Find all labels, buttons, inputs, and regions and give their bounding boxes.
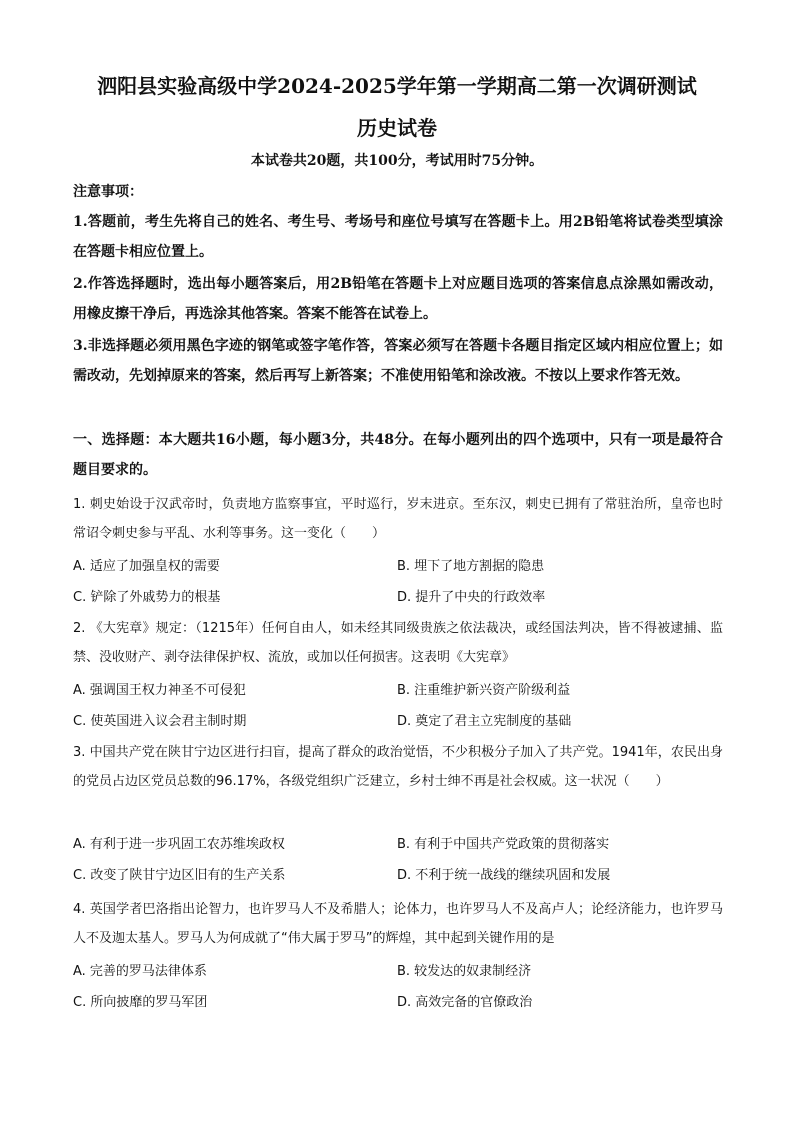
question-4-option-b: B. 较发达的奴隶制经济: [397, 964, 532, 979]
question-2-option-b: B. 注重维护新兴资产阶级利益: [397, 683, 571, 698]
question-4: 4. 英国学者巴洛指出论智力，也许罗马人不及希腊人；论体力，也许罗马人不及高卢人；论经济能力，也许罗马人不及迦太基人。罗马人为何成就了“伟大属于罗马”的辉煌，其中起到关键作用的是: [73, 902, 723, 946]
question-3-option-a: A. 有利于进一步巩固工农苏维埃政权: [73, 837, 285, 852]
question-3: 3. 中国共产党在陕甘宁边区进行扫盲，提高了群众的政治觉悟，不少积极分子加入了共产党。1941年，农民出身的党员占边区党员总数的96.17%，各级党组织广泛建立，乡村士绅不再是社会权威。这一状况（ ）: [73, 745, 723, 789]
notice-item-3: 3.非选择题必须用黑色字迹的钢笔或签字笔作答，答案必须写在答题卡各题目指定区域内相应位置上；如需改动，先划掉原来的答案，然后再写上新答案；不准使用铅笔和涂改液。不按以上要求作答无效。: [73, 338, 723, 384]
question-1-option-c: C. 铲除了外戚势力的根基: [73, 590, 221, 605]
notice-heading: 注意事项：: [73, 184, 143, 200]
question-1-option-b: B. 埋下了地方割据的隐患: [397, 559, 545, 574]
question-3-option-c: C. 改变了陕甘宁边区旧有的生产关系: [73, 868, 286, 883]
exam-summary: 本试卷共20题，共100分，考试用时75分钟。: [250, 153, 544, 169]
exam-subtitle: 历史试卷: [357, 116, 437, 140]
question-2-option-a: A. 强调国王权力神圣不可侵犯: [73, 683, 246, 698]
question-3-option-d: D. 不利于统一战线的继续巩固和发展: [397, 868, 611, 883]
question-4-option-a: A. 完善的罗马法律体系: [73, 964, 207, 979]
section-title: 一、选择题：本大题共16小题，每小题3分，共48分。在每小题列出的四个选项中，只有一项是最符合题目要求的。: [73, 432, 723, 478]
question-3-option-b: B. 有利于中国共产党政策的贯彻落实: [397, 837, 610, 852]
question-1-option-d: D. 提升了中央的行政效率: [397, 590, 546, 605]
question-1-option-a: A. 适应了加强皇权的需要: [73, 559, 220, 574]
question-2-option-d: D. 奠定了君主立宪制度的基础: [397, 714, 572, 729]
question-1: 1. 刺史始设于汉武帝时，负责地方监察事宜，平时巡行，岁末进京。至东汉，刺史已拥有了常驻治所，皇帝也时常诏令刺史参与平乱、水利等事务。这一变化（ ）: [73, 497, 723, 541]
question-2-option-c: C. 使英国进入议会君主制时期: [73, 714, 247, 729]
notice-item-2: 2.作答选择题时，选出每小题答案后，用2B铅笔在答题卡上对应题目选项的答案信息点涂黑如需改动，用橡皮擦干净后，再选涂其他答案。答案不能答在试卷上。: [73, 276, 723, 322]
question-4-option-c: C. 所向披靡的罗马军团: [73, 995, 208, 1010]
notice-item-1: 1.答题前，考生先将自己的姓名、考生号、考场号和座位号填写在答题卡上。用2B铅笔将试卷类型填涂在答题卡相应位置上。: [73, 214, 723, 260]
exam-title: 泗阳县实验高级中学2024-2025学年第一学期高二第一次调研测试: [97, 74, 697, 98]
question-2: 2. 《大宪章》规定：（1215年）任何自由人，如未经其同级贵族之依法裁决，或经国法判决，皆不得被逮捕、监禁、没收财产、剥夺法律保护权、流放，或加以任何损害。这表明《大宪章》: [73, 621, 723, 665]
question-4-option-d: D. 高效完备的官僚政治: [397, 995, 533, 1010]
